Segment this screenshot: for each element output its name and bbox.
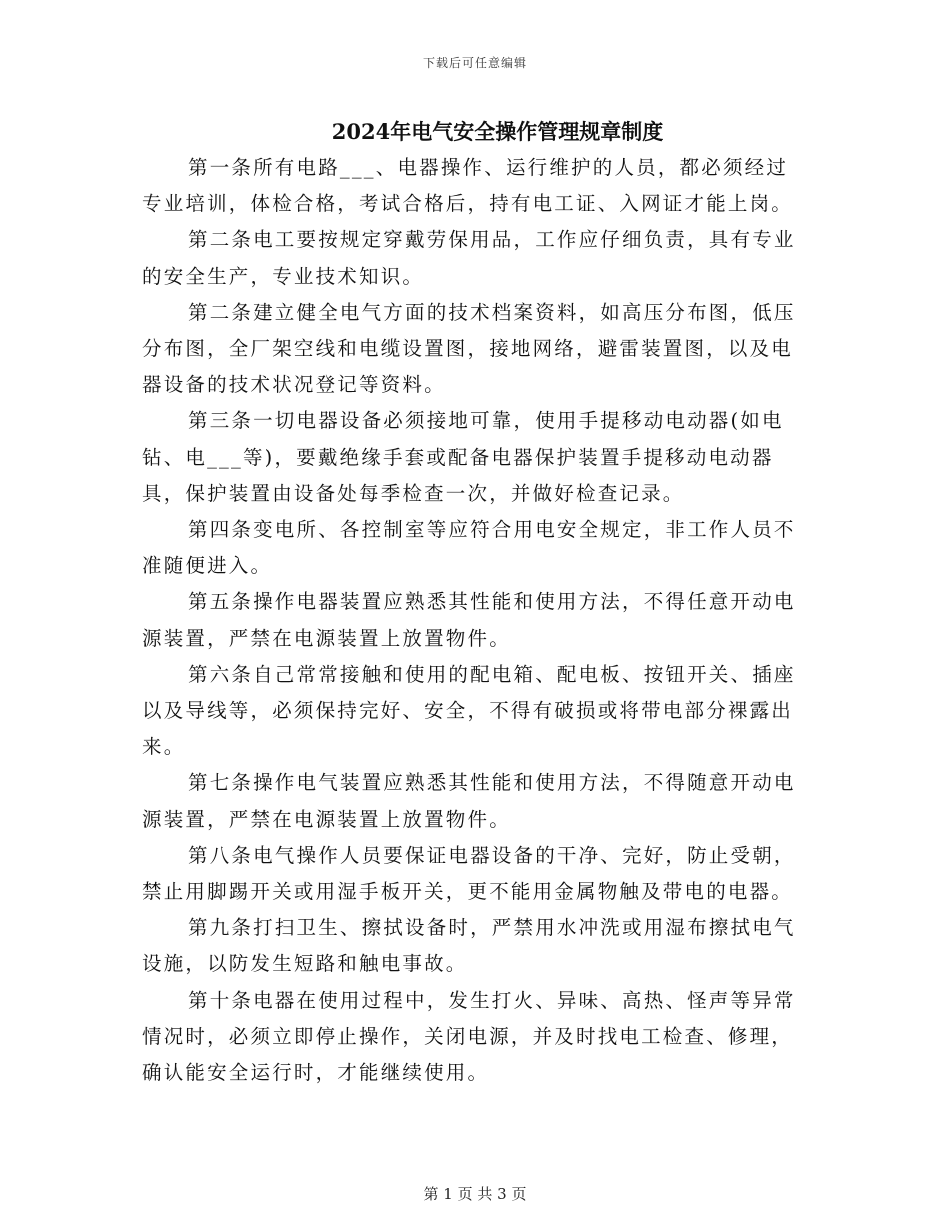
- article-8-paragraph: 第八条电气操作人员要保证电器设备的干净、完好，防止受朝，禁止用脚踢开关或用湿手板开关，更不能用金属物触及带电的电器。: [142, 843, 796, 904]
- article-2b-paragraph: 第二条建立健全电气方面的技术档案资料，如高压分布图，低压分布图，全厂架空线和电缆设置图，接地网络，避雷装置图，以及电器设备的技术状况登记等资料。: [142, 300, 796, 397]
- download-note: 下载后可任意编辑: [422, 56, 527, 70]
- article-6-paragraph: 第六条自己常常接触和使用的配电箱、配电板、按钮开关、插座以及导线等，必须保持完好、安全，不得有破损或将带电部分裸露出来。: [142, 662, 796, 759]
- article-4-paragraph: 第四条变电所、各控制室等应符合用电安全规定，非工作人员不准随便进入。: [142, 518, 796, 578]
- article-9-paragraph: 第九条打扫卫生、擦拭设备时，严禁用水冲洗或用湿布擦拭电气设施，以防发生短路和触电事故。: [142, 916, 796, 976]
- article-3-paragraph: 第三条一切电器设备必须接地可靠，使用手提移动电动器(如电钻、电___等)，要戴绝缘手套或配备电器保护装置手提移动电动器具，保护装置由设备处每季检查一次，并做好检查记录。: [142, 409, 784, 505]
- document-body: [142, 150, 802, 1091]
- article-10-paragraph: 第十条电器在使用过程中，发生打火、异味、高热、怪声等异常情况时，必须立即停止操作，关闭电源，并及时找电工检查、修理，确认能安全运行时，才能继续使用。: [142, 988, 796, 1085]
- article-7-paragraph: 第七条操作电气装置应熟悉其性能和使用方法，不得随意开动电源装置，严禁在电源装置上放置物件。: [142, 771, 796, 831]
- document-title: 2024年电气安全操作管理规章制度: [331, 119, 664, 144]
- page-number: 第 1 页 共 3 页: [423, 1185, 527, 1203]
- article-1-paragraph: 第一条所有电路___、电器操作、运行维护的人员，都必须经过专业培训，体检合格，考试合格后，持有电工证、入网证才能上岗。: [142, 156, 794, 216]
- article-5-paragraph: 第五条操作电器装置应熟悉其性能和使用方法，不得任意开动电源装置，严禁在电源装置上放置物件。: [142, 590, 796, 650]
- article-2-paragraph: 第二条电工要按规定穿戴劳保用品，工作应仔细负责，具有专业的安全生产，专业技术知识。: [142, 228, 796, 288]
